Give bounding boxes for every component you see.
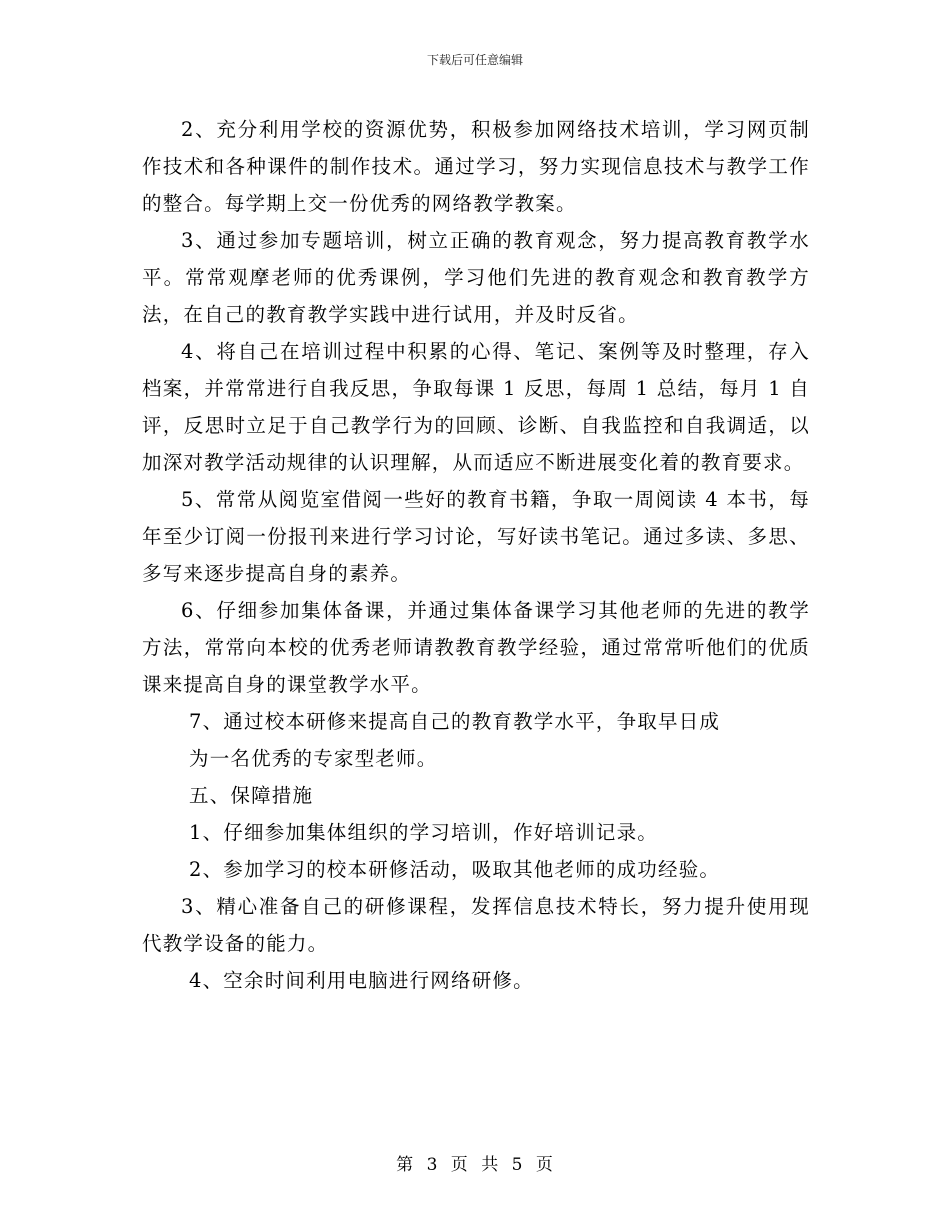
measure-item-1: 1、仔细参加集体组织的学习培训，作好培训记录。 — [189, 821, 659, 844]
paragraph-item-4: 4、将自己在培训过程中积累的心得、笔记、案例等及时整理，存入档案，并常常进行自我反思，争取每课 1 反思，每周 1 总结，每月 1 自评，反思时立足于自己教学行为的回顾、诊断、自我监控和自我调适，以加深对教学活动规律的认识理解，从而适应不断进展变化着的教育要求。 — [142, 340, 810, 474]
paragraph-item-6: 6、仔细参加集体备课，并通过集体备课学习其他老师的先进的教学方法，常常向本校的优秀老师请教教育教学经验，通过常常听他们的优质课来提高自身的课堂教学水平。 — [142, 599, 810, 696]
page-header: 下载后可任意编辑 — [426, 53, 523, 67]
measure-item-2: 2、参加学习的校本研修活动，吸取其他老师的成功经验。 — [189, 858, 721, 881]
paragraph-item-3: 3、通过参加专题培训，树立正确的教育观念，努力提高教育教学水平。常常观摩老师的优秀课例，学习他们先进的教育观念和教育教学方法，在自己的教育教学实践中进行试用，并及时反省。 — [142, 229, 810, 326]
paragraph-item-7-line-2: 为一名优秀的专家型老师。 — [189, 747, 438, 770]
document-body — [142, 111, 810, 999]
section-heading-measures: 五、保障措施 — [189, 784, 314, 807]
measure-item-3: 3、精心准备自己的研修课程，发挥信息技术特长，努力提升使用现代教学设备的能力。 — [142, 895, 810, 955]
paragraph-item-7-line-1: 7、通过校本研修来提高自己的教育教学水平，争取早日成 — [189, 710, 721, 733]
paragraph-item-5: 5、常常从阅览室借阅一些好的教育书籍，争取一周阅读 4 本书，每年至少订阅一份报刊来进行学习讨论，写好读书笔记。通过多读、多思、多写来逐步提高自身的素养。 — [142, 488, 810, 585]
paragraph-item-2: 2、充分利用学校的资源优势，积极参加网络技术培训，学习网页制作技术和各种课件的制作技术。通过学习，努力实现信息技术与教学工作的整合。每学期上交一份优秀的网络教学教案。 — [142, 118, 810, 215]
page-number-footer: 第 3 页 共 5 页 — [396, 1155, 554, 1175]
measure-item-4: 4、空余时间利用电脑进行网络研修。 — [189, 969, 534, 992]
